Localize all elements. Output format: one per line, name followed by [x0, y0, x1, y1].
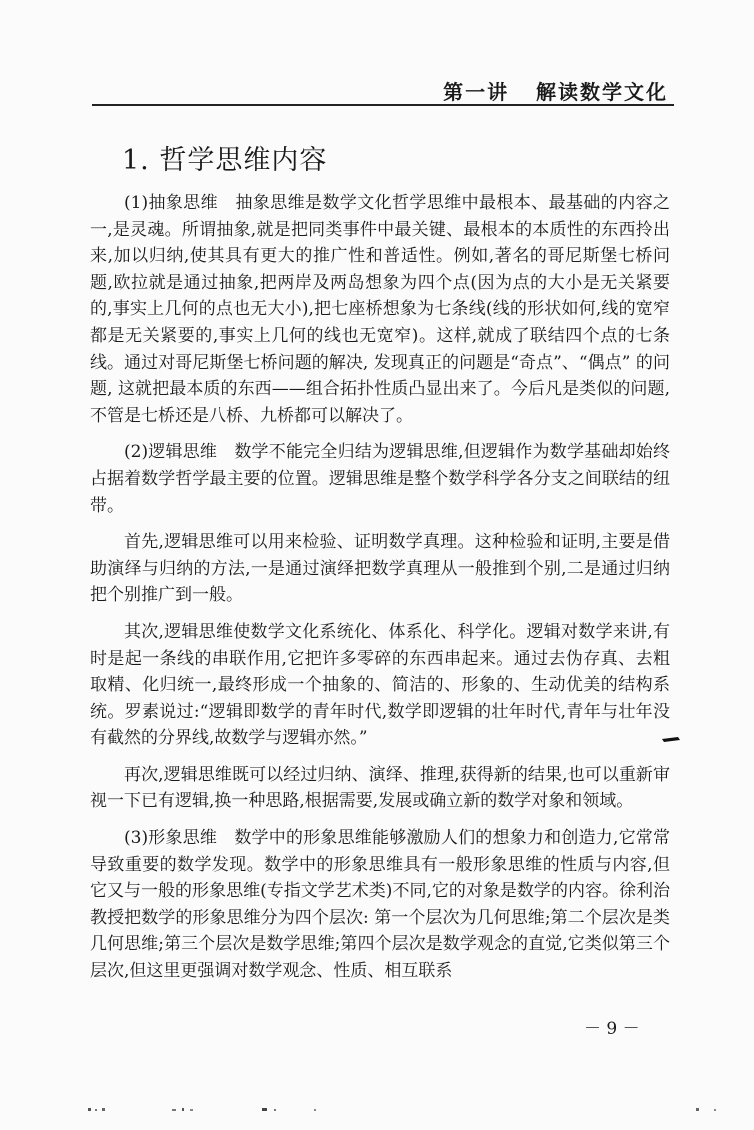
paragraph-third: 再次,逻辑思维既可以经过归纳、演绎、推理,获得新的结果,也可以重新审视一下已有逻辑,换一种思路,根据需要,发展或确立新的数学对象和领域。: [90, 764, 670, 812]
paragraph-first: 首先,逻辑思维可以用来检验、证明数学真理。这种检验和证明,主要是借助演绎与归纳的方法,一是通过演绎把数学真理从一般推到个别,二是通过归纳把个别推广到一般。: [90, 532, 670, 606]
paragraph-abstract-thinking: (1)抽象思维 抽象思维是数学文化哲学思维中最根本、最基础的内容之一,是灵魂。所谓抽象,就是把同类事件中最关键、最根本的本质性的东西拎出来,加以归纳,使其具有更大的推广性和普适性。例如,著名的哥尼斯堡七桥问题,欧拉就是通过抽象,把两岸及两岛想象为四个点(因为点的大小是无关紧要的,事实上几何的点也无大小),把七座桥想象为七条线(线的形状如何,线的宽窄都是无关紧要的,事实上几何的线也无宽窄)。这样,就成了联结四个点的七条线。通过对哥尼斯堡七桥问题的解决, 发现真正的问题是“奇点”、“偶点” 的问题, 这就把最本质的东西——组合拓扑性质凸显出来了。今后凡是类似的问题,不管是七桥还是八桥、九桥都可以解决了。: [90, 193, 670, 426]
paragraph-second: 其次,逻辑思维使数学文化系统化、体系化、科学化。逻辑对数学来讲,有时是起一条线的串联作用,它把许多零碎的东西串起来。通过去伪存真、去粗取精、化归统一,最终形成一个抽象的、简洁的、形象的、生动优美的结构系统。罗素说过:“逻辑即数学的青年时代,数学即逻辑的壮年时代,青年与壮年没有截然的分界线,故数学与逻辑亦然。”: [90, 621, 670, 749]
paragraph-logical-thinking: (2)逻辑思维 数学不能完全归结为逻辑思维,但逻辑作为数学基础却始终占据着数学哲学最主要的位置。逻辑思维是整个数学科学各分支之间联结的纽带。: [90, 442, 670, 516]
page-number: － 9 －: [584, 1019, 640, 1039]
paragraph-image-thinking: (3)形象思维 数学中的形象思维能够激励人们的想象力和创造力,它常常导致重要的数学发现。数学中的形象思维具有一般形象思维的性质与内容,但它又与一般的形象思维(专指文学艺术类)不同,它的对象是数学的内容。徐利治教授把数学的形象思维分为四个层次: 第一个层次为几何思维;第二个层次是类几何思维;第三个层次是数学思维;第四个层次是数学观念的直觉,它类似第三个层次,但这里更强调对数学观念、性质、相互联系: [90, 828, 670, 982]
running-header-title: 第一讲 解读数学文化: [443, 80, 668, 104]
scan-smudge-mark: [662, 735, 680, 743]
section-title: 1. 哲学思维内容: [122, 145, 328, 176]
body-text: [90, 190, 670, 995]
running-header: [92, 74, 674, 106]
scan-noise-strip: [86, 1104, 726, 1116]
